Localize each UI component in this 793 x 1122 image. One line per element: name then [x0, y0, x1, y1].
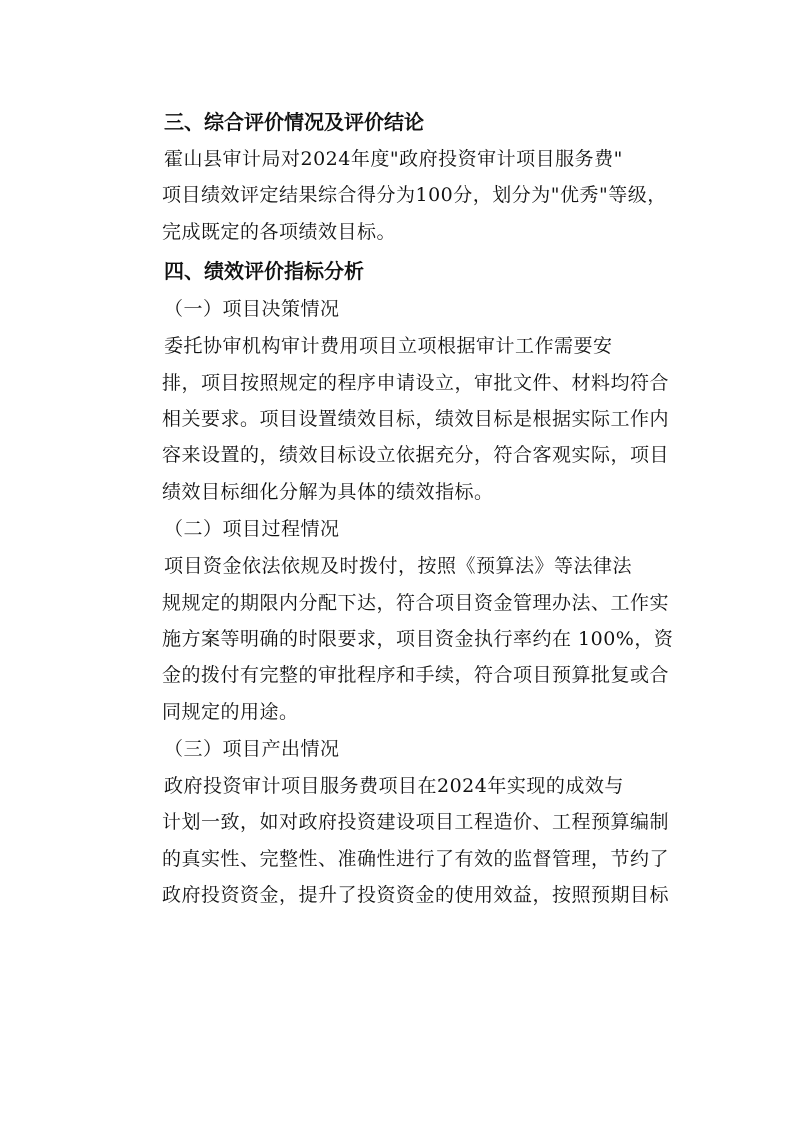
- paragraph-line: 项目资金依法依规及时拨付，按照《预算法》等法律法: [164, 555, 633, 578]
- paragraph-line: 委托协审机构审计费用项目立项根据审计工作需要安: [164, 335, 613, 358]
- paragraph-line: 施方案等明确的时限要求，项目资金执行率约在 100%，资: [162, 627, 674, 650]
- paragraph-line: 金的拨付有完整的审批程序和手续，符合项目预算批复或合: [162, 664, 670, 687]
- document-page: [164, 103, 684, 914]
- paragraph-line: 同规定的用途。: [162, 700, 299, 723]
- paragraph-line: 政府投资资金，提升了投资资金的使用效益，按照预期目标: [162, 884, 670, 907]
- paragraph-line: 项目绩效评定结果综合得分为100分，划分为"优秀"等级，: [162, 184, 667, 207]
- paragraph-line: 容来设置的，绩效目标设立依据充分，符合客观实际，项目: [162, 444, 670, 467]
- subheading-decision: （一）项目决策情况: [164, 298, 340, 321]
- paragraph-line: 排，项目按照规定的程序申请设立，审批文件、材料均符合: [162, 371, 670, 394]
- subheading-output: （三）项目产出情况: [164, 738, 340, 761]
- paragraph-line: 绩效目标细化分解为具体的绩效指标。: [162, 480, 494, 503]
- paragraph-line: 霍山县审计局对2024年度"政府投资审计项目服务费": [164, 148, 623, 170]
- section-heading-3: 三、综合评价情况及评价结论: [164, 110, 424, 134]
- paragraph-line: 相关要求。项目设置绩效目标，绩效目标是根据实际工作内: [162, 407, 670, 430]
- section-heading-4: 四、绩效评价指标分析: [164, 259, 364, 284]
- paragraph-decision: [164, 328, 684, 510]
- paragraph-output: [164, 768, 684, 914]
- paragraph-line: 计划一致，如对政府投资建设项目工程造价、工程预算编制: [162, 811, 670, 834]
- paragraph-process: [164, 548, 684, 730]
- paragraph-conclusion: [164, 141, 684, 250]
- paragraph-line: 的真实性、完整性、准确性进行了有效的监督管理，节约了: [162, 847, 670, 870]
- subheading-process: （二）项目过程情况: [164, 518, 340, 541]
- paragraph-line: 规规定的期限内分配下达，符合项目资金管理办法、工作实: [162, 591, 670, 614]
- paragraph-line: 完成既定的各项绩效目标。: [162, 220, 397, 243]
- paragraph-line: 政府投资审计项目服务费项目在2024年实现的成效与: [164, 775, 624, 798]
